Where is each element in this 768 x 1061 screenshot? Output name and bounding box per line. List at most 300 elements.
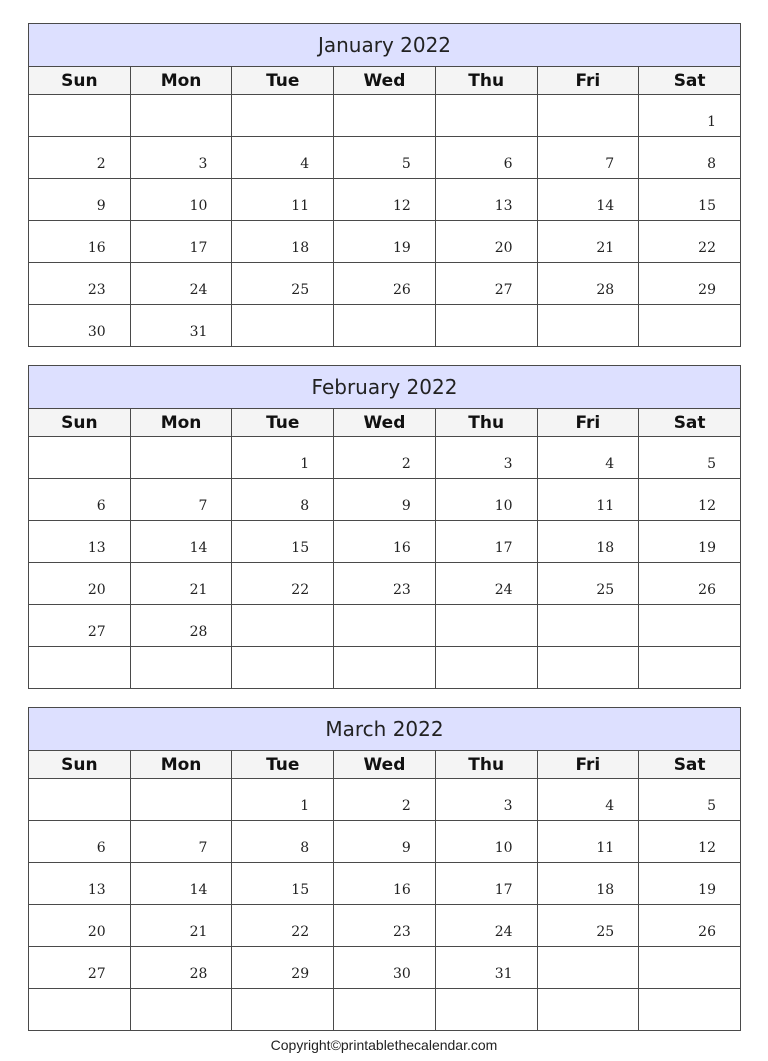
weekday-header-row — [29, 67, 741, 95]
day-number — [411, 126, 435, 132]
day-number: 13 — [494, 198, 513, 214]
day-number — [207, 468, 231, 474]
day-cell — [334, 647, 436, 689]
day-cell — [435, 95, 537, 137]
day-cell — [232, 221, 334, 263]
day-cell — [435, 263, 537, 305]
weekday-header-row — [29, 751, 741, 779]
weekday-header: Sat — [639, 409, 741, 437]
day-number: 28 — [189, 966, 208, 982]
weekday-header: Mon — [130, 409, 232, 437]
day-cell — [334, 905, 436, 947]
day-cell — [130, 647, 232, 689]
weekday-header: Sun — [29, 409, 131, 437]
day-cell — [537, 95, 639, 137]
day-number: 14 — [596, 198, 615, 214]
day-number: 19 — [698, 882, 716, 898]
month-title: February 2022 — [29, 366, 741, 409]
week-row — [29, 263, 741, 305]
day-cell — [29, 437, 131, 479]
day-number: 8 — [300, 498, 310, 514]
week-row — [29, 95, 741, 137]
day-number: 20 — [87, 582, 106, 598]
day-cell — [130, 605, 232, 647]
day-number: 29 — [291, 966, 310, 982]
day-number: 18 — [596, 540, 615, 556]
day-number — [614, 336, 638, 342]
day-number: 29 — [698, 282, 716, 298]
day-cell — [130, 521, 232, 563]
day-number: 25 — [291, 282, 310, 298]
day-cell — [537, 905, 639, 947]
day-number: 28 — [189, 624, 208, 640]
day-number: 18 — [596, 882, 615, 898]
day-number: 14 — [189, 540, 208, 556]
day-cell — [130, 563, 232, 605]
day-number — [614, 1020, 638, 1026]
day-cell — [435, 563, 537, 605]
day-cell — [639, 647, 741, 689]
day-cell — [639, 521, 741, 563]
day-cell — [29, 305, 131, 347]
day-number: 10 — [189, 198, 208, 214]
day-cell — [334, 137, 436, 179]
weekday-header: Thu — [435, 67, 537, 95]
day-cell — [537, 947, 639, 989]
day-cell — [639, 263, 741, 305]
day-cell — [334, 779, 436, 821]
day-cell — [639, 95, 741, 137]
day-cell — [130, 437, 232, 479]
day-cell — [435, 863, 537, 905]
week-row — [29, 479, 741, 521]
day-cell — [334, 221, 436, 263]
day-number: 30 — [87, 324, 106, 340]
day-cell — [29, 605, 131, 647]
day-number: 5 — [401, 156, 411, 172]
day-number — [207, 678, 231, 684]
day-number: 16 — [87, 240, 106, 256]
day-cell — [639, 863, 741, 905]
week-row — [29, 863, 741, 905]
day-cell — [29, 95, 131, 137]
day-cell — [130, 989, 232, 1031]
day-cell — [639, 221, 741, 263]
weekday-header: Wed — [334, 67, 436, 95]
weekday-header: Thu — [435, 751, 537, 779]
day-cell — [334, 863, 436, 905]
day-cell — [29, 989, 131, 1031]
day-cell — [537, 305, 639, 347]
day-number — [513, 126, 537, 132]
day-number: 1 — [300, 456, 310, 472]
day-number — [411, 678, 435, 684]
day-cell — [435, 779, 537, 821]
day-cell — [334, 989, 436, 1031]
day-number — [513, 636, 537, 642]
day-number: 27 — [494, 282, 513, 298]
weekday-header: Mon — [130, 67, 232, 95]
day-cell — [29, 221, 131, 263]
day-number — [716, 336, 740, 342]
day-number: 21 — [189, 924, 208, 940]
day-number — [207, 126, 231, 132]
day-cell — [639, 779, 741, 821]
day-cell — [232, 521, 334, 563]
day-cell — [130, 947, 232, 989]
day-cell — [130, 863, 232, 905]
day-cell — [232, 563, 334, 605]
day-cell — [130, 479, 232, 521]
day-cell — [334, 479, 436, 521]
day-number — [513, 678, 537, 684]
month-title: March 2022 — [29, 708, 741, 751]
day-number — [106, 126, 130, 132]
day-cell — [232, 821, 334, 863]
day-number: 20 — [87, 924, 106, 940]
day-cell — [537, 437, 639, 479]
day-cell — [130, 95, 232, 137]
day-number — [411, 1020, 435, 1026]
day-number — [309, 636, 333, 642]
day-cell — [232, 779, 334, 821]
day-number: 9 — [401, 498, 411, 514]
day-number — [106, 1020, 130, 1026]
day-cell — [537, 137, 639, 179]
day-number: 11 — [596, 498, 615, 514]
day-cell — [639, 563, 741, 605]
copyright-footer: Copyright©printablethecalendar.com — [270, 1037, 498, 1053]
weekday-header: Sun — [29, 751, 131, 779]
day-cell — [334, 521, 436, 563]
day-number — [309, 336, 333, 342]
day-cell — [232, 905, 334, 947]
week-row — [29, 179, 741, 221]
day-number — [614, 978, 638, 984]
day-cell — [537, 263, 639, 305]
week-row — [29, 647, 741, 689]
day-cell — [639, 989, 741, 1031]
day-cell — [537, 179, 639, 221]
weekday-header: Tue — [232, 751, 334, 779]
day-number — [207, 810, 231, 816]
day-number: 23 — [392, 582, 411, 598]
day-cell — [232, 479, 334, 521]
day-cell — [334, 947, 436, 989]
day-number — [614, 678, 638, 684]
day-cell — [435, 521, 537, 563]
day-number: 3 — [503, 456, 513, 472]
day-number: 15 — [291, 882, 310, 898]
day-cell — [537, 563, 639, 605]
weekday-header-row — [29, 409, 741, 437]
day-number: 7 — [198, 840, 208, 856]
day-number: 6 — [503, 156, 513, 172]
day-cell — [435, 221, 537, 263]
day-cell — [537, 221, 639, 263]
day-number: 4 — [605, 798, 615, 814]
day-number: 27 — [87, 966, 106, 982]
day-number — [411, 336, 435, 342]
day-cell — [435, 605, 537, 647]
day-cell — [435, 947, 537, 989]
day-number: 22 — [291, 582, 310, 598]
week-row — [29, 989, 741, 1031]
day-cell — [232, 863, 334, 905]
day-cell — [435, 479, 537, 521]
day-cell — [130, 263, 232, 305]
day-cell — [130, 221, 232, 263]
day-number: 20 — [494, 240, 513, 256]
day-number: 17 — [494, 882, 513, 898]
day-number — [309, 678, 333, 684]
day-number — [513, 1020, 537, 1026]
week-row — [29, 437, 741, 479]
day-cell — [537, 605, 639, 647]
day-cell — [639, 821, 741, 863]
day-number: 24 — [494, 924, 513, 940]
weekday-header: Fri — [537, 67, 639, 95]
day-cell — [639, 305, 741, 347]
day-number: 18 — [291, 240, 310, 256]
day-cell — [639, 137, 741, 179]
day-number — [716, 678, 740, 684]
week-row — [29, 905, 741, 947]
day-cell — [232, 263, 334, 305]
day-number — [106, 468, 130, 474]
day-number: 1 — [300, 798, 310, 814]
day-cell — [29, 779, 131, 821]
day-number: 31 — [494, 966, 513, 982]
day-number: 26 — [698, 924, 716, 940]
day-cell — [639, 479, 741, 521]
day-cell — [435, 305, 537, 347]
day-number: 24 — [189, 282, 208, 298]
day-number: 9 — [96, 198, 106, 214]
day-number — [716, 1020, 740, 1026]
weekday-header: Mon — [130, 751, 232, 779]
day-cell — [435, 179, 537, 221]
day-cell — [232, 989, 334, 1031]
day-number — [106, 678, 130, 684]
day-cell — [537, 863, 639, 905]
day-cell — [29, 821, 131, 863]
day-number: 7 — [605, 156, 615, 172]
day-number: 21 — [189, 582, 208, 598]
day-cell — [130, 305, 232, 347]
day-cell — [537, 521, 639, 563]
day-number: 13 — [87, 540, 106, 556]
day-number: 6 — [96, 498, 106, 514]
day-cell — [29, 905, 131, 947]
day-number: 2 — [401, 456, 411, 472]
day-number: 16 — [392, 540, 411, 556]
day-cell — [29, 647, 131, 689]
week-row — [29, 605, 741, 647]
day-cell — [130, 821, 232, 863]
day-cell — [639, 605, 741, 647]
day-number: 19 — [698, 540, 716, 556]
day-cell — [334, 305, 436, 347]
day-cell — [334, 179, 436, 221]
day-number — [309, 126, 333, 132]
day-cell — [435, 989, 537, 1031]
day-cell — [537, 821, 639, 863]
day-number — [716, 978, 740, 984]
day-number: 12 — [698, 840, 716, 856]
day-cell — [639, 437, 741, 479]
day-number: 10 — [494, 840, 513, 856]
month-title: January 2022 — [29, 24, 741, 67]
day-cell — [537, 647, 639, 689]
day-cell — [29, 263, 131, 305]
day-number: 5 — [707, 798, 716, 814]
day-cell — [334, 263, 436, 305]
day-number: 9 — [401, 840, 411, 856]
day-number: 11 — [291, 198, 310, 214]
day-cell — [334, 821, 436, 863]
day-number: 7 — [198, 498, 208, 514]
day-number — [614, 636, 638, 642]
day-number: 22 — [291, 924, 310, 940]
day-number: 6 — [96, 840, 106, 856]
day-cell — [232, 947, 334, 989]
day-cell — [29, 479, 131, 521]
day-cell — [29, 137, 131, 179]
day-cell — [334, 605, 436, 647]
day-cell — [537, 779, 639, 821]
day-cell — [29, 947, 131, 989]
day-number: 10 — [494, 498, 513, 514]
day-number: 8 — [707, 156, 716, 172]
day-number: 16 — [392, 882, 411, 898]
day-number: 12 — [698, 498, 716, 514]
day-cell — [334, 95, 436, 137]
day-number: 23 — [392, 924, 411, 940]
day-number: 8 — [300, 840, 310, 856]
weekday-header: Tue — [232, 67, 334, 95]
week-row — [29, 821, 741, 863]
day-cell — [130, 905, 232, 947]
day-cell — [130, 779, 232, 821]
week-row — [29, 305, 741, 347]
day-number — [614, 126, 638, 132]
day-cell — [29, 179, 131, 221]
day-cell — [29, 521, 131, 563]
day-number — [513, 336, 537, 342]
day-number: 26 — [698, 582, 716, 598]
day-number: 27 — [87, 624, 106, 640]
calendar-march — [28, 707, 741, 1031]
day-number: 2 — [96, 156, 106, 172]
day-number: 23 — [87, 282, 106, 298]
day-number: 25 — [596, 924, 615, 940]
day-cell — [334, 437, 436, 479]
weekday-header: Sun — [29, 67, 131, 95]
day-cell — [29, 863, 131, 905]
day-cell — [232, 179, 334, 221]
week-row — [29, 221, 741, 263]
day-number: 30 — [392, 966, 411, 982]
day-cell — [130, 179, 232, 221]
day-cell — [435, 647, 537, 689]
calendar-january — [28, 23, 741, 347]
weekday-header: Fri — [537, 409, 639, 437]
day-cell — [232, 137, 334, 179]
day-number: 28 — [596, 282, 615, 298]
day-number: 1 — [707, 114, 716, 130]
week-row — [29, 779, 741, 821]
day-number: 4 — [300, 156, 310, 172]
day-number: 17 — [494, 540, 513, 556]
day-number: 25 — [596, 582, 615, 598]
day-number: 21 — [596, 240, 615, 256]
day-number: 26 — [392, 282, 411, 298]
weekday-header: Thu — [435, 409, 537, 437]
day-cell — [537, 989, 639, 1031]
day-number: 17 — [189, 240, 208, 256]
weekday-header: Fri — [537, 751, 639, 779]
day-cell — [232, 437, 334, 479]
day-number: 13 — [87, 882, 106, 898]
day-number — [309, 1020, 333, 1026]
day-cell — [130, 137, 232, 179]
day-number — [207, 1020, 231, 1026]
day-number: 22 — [698, 240, 716, 256]
weekday-header: Wed — [334, 751, 436, 779]
day-number: 14 — [189, 882, 208, 898]
day-number: 4 — [605, 456, 615, 472]
day-number: 15 — [291, 540, 310, 556]
day-number: 19 — [392, 240, 411, 256]
week-row — [29, 521, 741, 563]
day-number: 3 — [198, 156, 208, 172]
day-cell — [639, 947, 741, 989]
day-cell — [435, 437, 537, 479]
day-number — [716, 636, 740, 642]
day-number: 12 — [392, 198, 411, 214]
day-number: 2 — [401, 798, 411, 814]
calendar-february — [28, 365, 741, 689]
weekday-header: Wed — [334, 409, 436, 437]
day-cell — [639, 179, 741, 221]
week-row — [29, 137, 741, 179]
weekday-header: Tue — [232, 409, 334, 437]
day-number: 24 — [494, 582, 513, 598]
day-number: 11 — [596, 840, 615, 856]
weekday-header: Sat — [639, 67, 741, 95]
day-cell — [232, 95, 334, 137]
day-number: 5 — [707, 456, 716, 472]
day-cell — [232, 647, 334, 689]
day-number: 15 — [698, 198, 716, 214]
day-cell — [537, 479, 639, 521]
day-number — [106, 810, 130, 816]
day-number — [411, 636, 435, 642]
day-cell — [232, 305, 334, 347]
day-number: 3 — [503, 798, 513, 814]
day-cell — [334, 563, 436, 605]
day-number: 31 — [189, 324, 208, 340]
week-row — [29, 563, 741, 605]
day-cell — [29, 563, 131, 605]
weekday-header: Sat — [639, 751, 741, 779]
day-cell — [435, 821, 537, 863]
day-cell — [435, 905, 537, 947]
week-row — [29, 947, 741, 989]
day-cell — [639, 905, 741, 947]
day-cell — [232, 605, 334, 647]
